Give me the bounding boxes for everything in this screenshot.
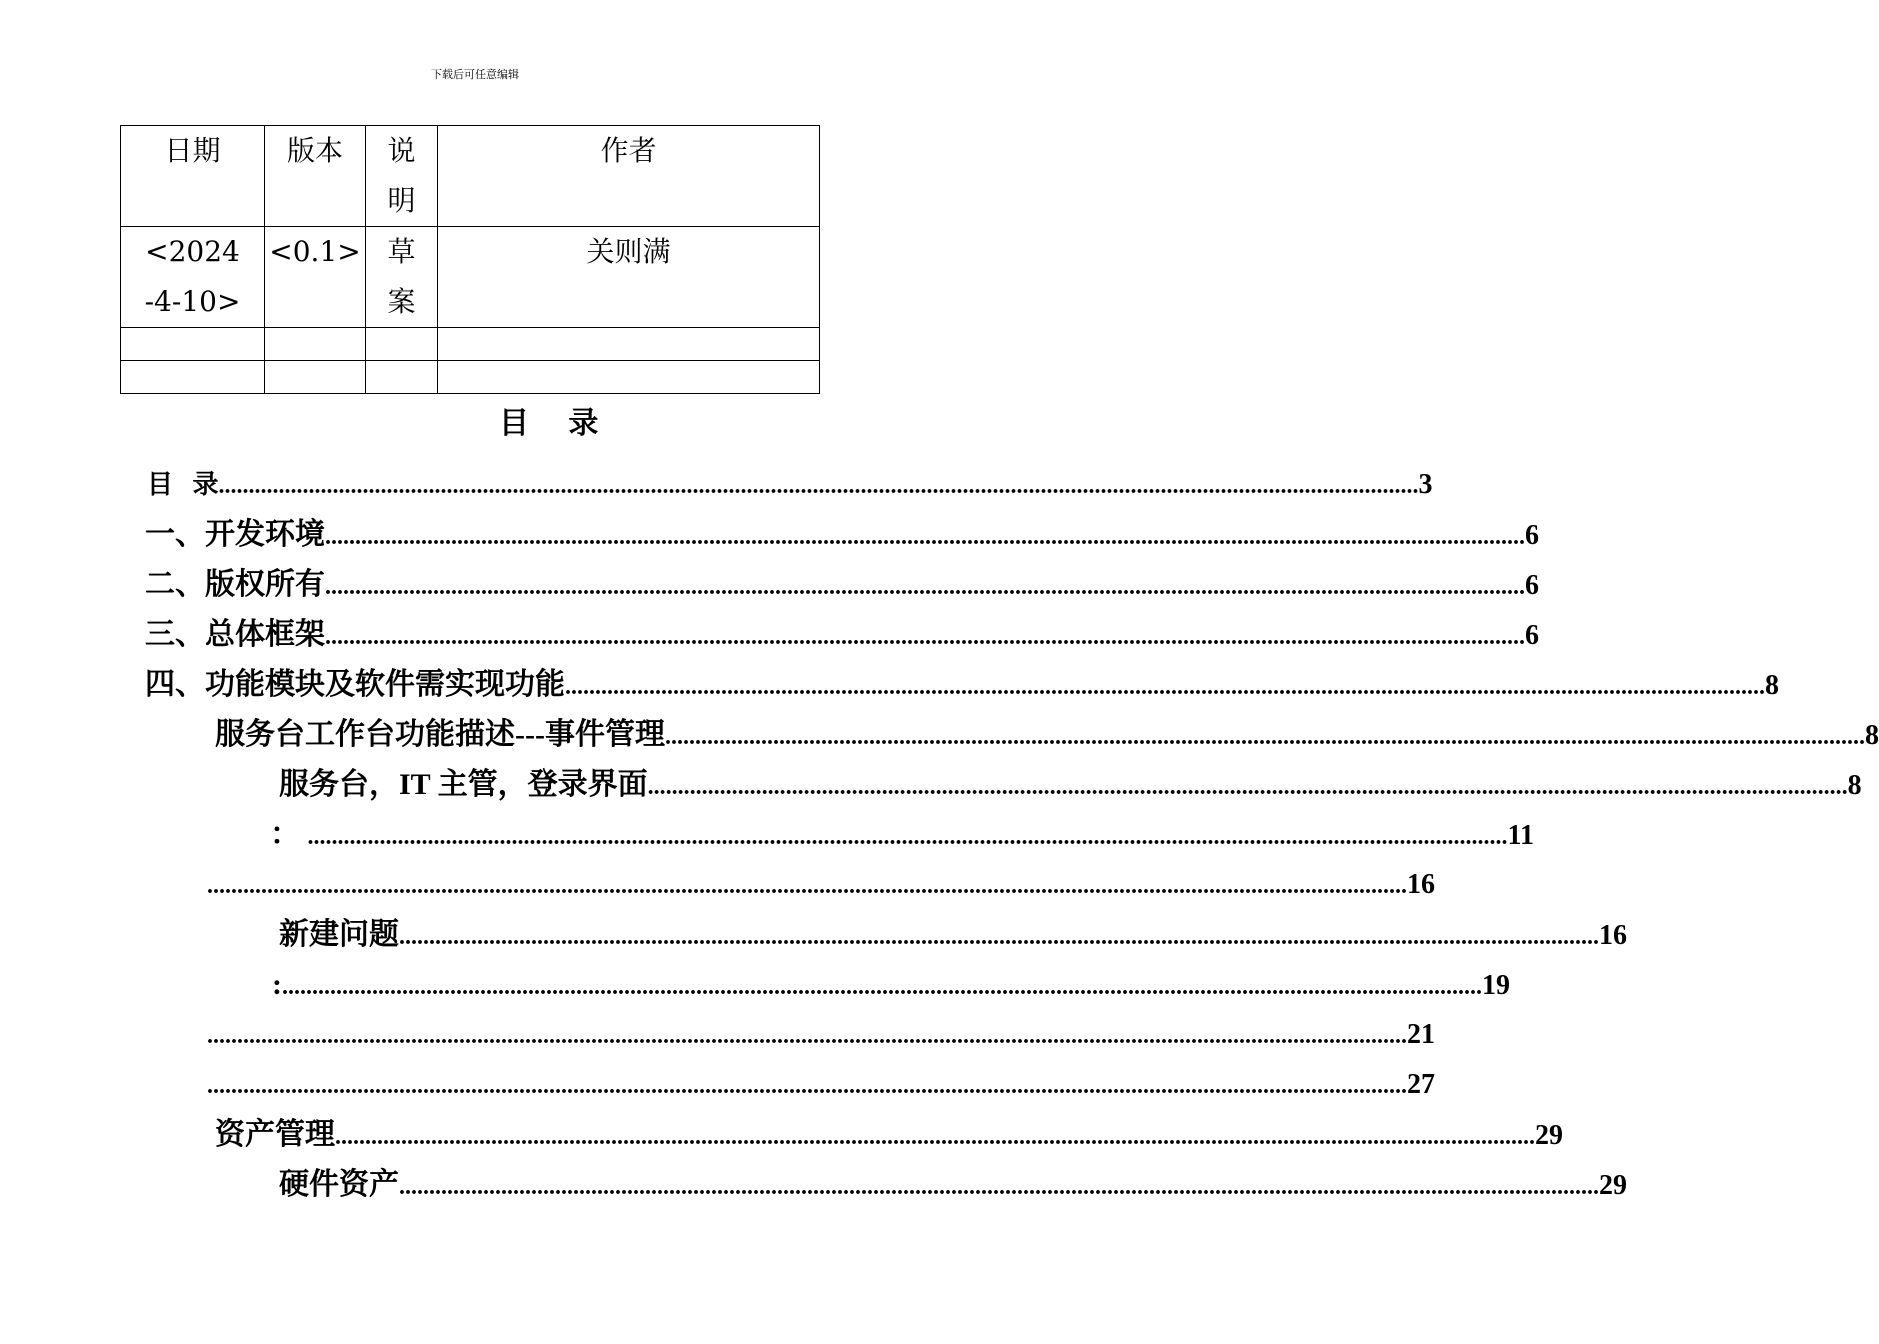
toc-entry-label: 新建问题 bbox=[279, 918, 399, 951]
cell-date: <2024-4-10> bbox=[121, 227, 265, 328]
toc-entry-page: 21 bbox=[1407, 1019, 1435, 1050]
toc-entry-page: 8 bbox=[1847, 770, 1862, 801]
header-author: 作者 bbox=[438, 126, 820, 227]
toc-heading: 目 录 bbox=[499, 406, 601, 441]
toc-entry[interactable] bbox=[145, 560, 1539, 610]
toc-leader-dots: ........................................................................................................................................................................................................ bbox=[335, 1124, 1535, 1150]
toc-leader-dots: ........................................................................................................................................................................................................ bbox=[399, 1174, 1599, 1200]
toc-entry-page: 6 bbox=[1525, 570, 1539, 601]
toc-entry-page: 11 bbox=[1507, 820, 1534, 851]
toc-leader-dots: ........................................................................................................................................................................................................ bbox=[325, 624, 1525, 650]
toc-entry-page: 8 bbox=[1765, 670, 1779, 701]
toc-entry-label: 二、版权所有 bbox=[145, 568, 325, 601]
cell-author: 关则满 bbox=[438, 227, 820, 328]
toc-leader-dots: ........................................................................................................................................................................................................ bbox=[207, 1073, 1407, 1099]
table-header-row bbox=[121, 126, 820, 227]
header-version: 版本 bbox=[265, 126, 366, 227]
toc-entry-label: : bbox=[272, 968, 282, 1001]
toc-entry-page: 6 bbox=[1525, 620, 1539, 651]
toc-leader-dots: ........................................................................................................................................................................................................ bbox=[664, 724, 1865, 750]
toc-leader-dots: ........................................................................................................................................................................................................ bbox=[307, 824, 1508, 850]
cell-description bbox=[366, 361, 438, 394]
toc-entry-label: 服务台，IT 主管，登录界面 bbox=[279, 768, 648, 801]
table-row bbox=[121, 328, 820, 361]
header-note: 下载后可任意编辑 bbox=[431, 68, 519, 81]
toc-entry[interactable] bbox=[207, 1060, 1435, 1110]
toc-entry-label: 服务台工作台功能描述---事件管理 bbox=[215, 718, 665, 751]
header-date: 日期 bbox=[121, 126, 265, 227]
cell-date bbox=[121, 361, 265, 394]
toc-leader-dots: ........................................................................................................................................................................................................ bbox=[399, 924, 1599, 950]
cell-version: <0.1> bbox=[265, 227, 366, 328]
toc-entry-page: 3 bbox=[1418, 469, 1433, 500]
toc-entry[interactable] bbox=[145, 510, 1539, 560]
toc-entry-label: 三、总体框架 bbox=[145, 618, 325, 651]
toc-entry-page: 16 bbox=[1599, 920, 1627, 951]
cell-description: 草案 bbox=[366, 227, 438, 328]
toc-entry[interactable] bbox=[207, 1010, 1435, 1060]
toc-entry-page: 27 bbox=[1407, 1069, 1435, 1100]
toc-entry[interactable] bbox=[207, 860, 1435, 910]
cell-date bbox=[121, 328, 265, 361]
toc-entry-label: 目 录 bbox=[147, 470, 219, 499]
toc-entry[interactable] bbox=[147, 460, 1433, 510]
cell-version bbox=[265, 361, 366, 394]
cell-author bbox=[438, 361, 820, 394]
cell-author bbox=[438, 328, 820, 361]
toc-leader-dots: ........................................................................................................................................................................................................ bbox=[565, 674, 1765, 700]
toc-entry-label: 一、开发环境 bbox=[145, 518, 325, 551]
toc-entry-page: 16 bbox=[1407, 869, 1435, 900]
version-history-table bbox=[120, 125, 820, 394]
header-description: 说明 bbox=[366, 126, 438, 227]
toc-entry[interactable] bbox=[279, 760, 1862, 810]
toc-entry-page: 8 bbox=[1864, 720, 1879, 751]
cell-description bbox=[366, 328, 438, 361]
toc-entry[interactable] bbox=[215, 1110, 1563, 1160]
toc-leader-dots: ........................................................................................................................................................................................................ bbox=[282, 974, 1482, 1000]
toc-entry-page: 29 bbox=[1599, 1170, 1627, 1201]
toc-entry[interactable] bbox=[145, 610, 1539, 660]
toc-entry[interactable] bbox=[279, 910, 1627, 960]
toc-entry[interactable] bbox=[270, 810, 1534, 860]
toc-entry-page: 19 bbox=[1482, 970, 1510, 1001]
toc-leader-dots: ........................................................................................................................................................................................................ bbox=[207, 1023, 1407, 1049]
toc-entry-label: 硬件资产 bbox=[279, 1168, 399, 1201]
toc-entry-label: 四、功能模块及软件需实现功能 bbox=[145, 668, 565, 701]
toc-entry[interactable] bbox=[215, 710, 1879, 760]
toc-entry-page: 29 bbox=[1535, 1120, 1563, 1151]
table-row bbox=[121, 361, 820, 394]
toc-leader-dots: ........................................................................................................................................................................................................ bbox=[207, 873, 1407, 899]
cell-version bbox=[265, 328, 366, 361]
toc-entry[interactable] bbox=[279, 1160, 1627, 1210]
toc-leader-dots: ........................................................................................................................................................................................................ bbox=[218, 473, 1419, 499]
toc-entry[interactable] bbox=[145, 660, 1779, 710]
toc-entry-page: 6 bbox=[1525, 520, 1539, 551]
table-row bbox=[121, 227, 820, 328]
toc-leader-dots: ........................................................................................................................................................................................................ bbox=[647, 774, 1848, 800]
toc-entry-label: ： bbox=[270, 818, 308, 851]
toc-entry-label: 资产管理 bbox=[215, 1118, 335, 1151]
toc-leader-dots: ........................................................................................................................................................................................................ bbox=[325, 524, 1525, 550]
toc-entry[interactable] bbox=[272, 960, 1510, 1010]
toc-leader-dots: ........................................................................................................................................................................................................ bbox=[325, 574, 1525, 600]
